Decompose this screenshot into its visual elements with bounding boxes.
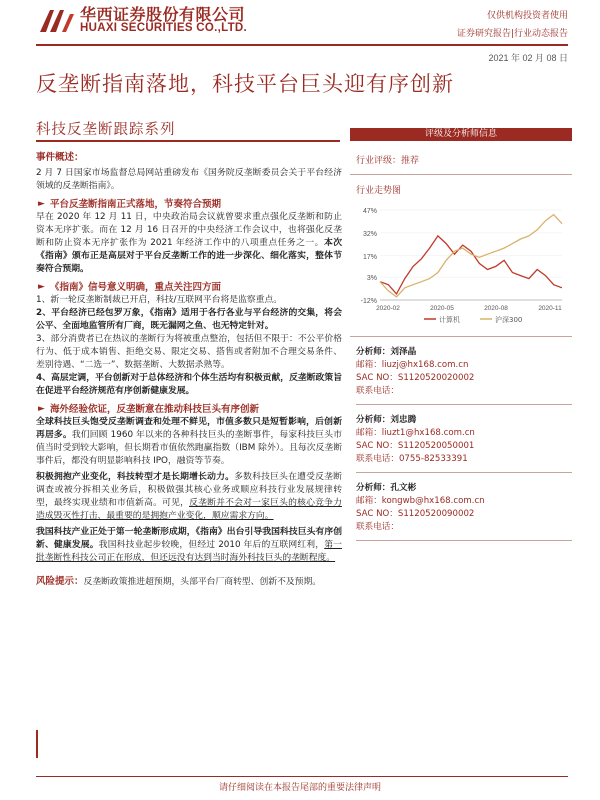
section-heading-2-text: 《指南》信号意义明确，重点关注四方面 [50, 282, 222, 293]
analyst-divider [356, 472, 572, 473]
trend-chart [350, 202, 572, 330]
legal-notice: 请仔细阅读在本报告尾部的重要法律声明 [218, 783, 381, 793]
industry-rating: 行业评级：推荐 [356, 156, 420, 166]
company-name-en: HUAXI SECURITIES CO.,LTD. [80, 22, 248, 34]
section-3-para-1 [36, 416, 342, 468]
trend-chart-wrap [350, 202, 572, 334]
section-heading-3 [36, 403, 342, 416]
series-divider [36, 140, 340, 142]
analyst-email[interactable]: 邮箱：liuzj@hx168.com.cn [356, 360, 469, 370]
risk-note [36, 575, 342, 589]
section-3-para-2 [36, 471, 342, 523]
section-heading-3-text: 海外经验依证，反垄断意在推动科技巨头有序创新 [50, 404, 260, 415]
section-1-text-a: 早在 2020 年 12 月 11 日，中央政治局会议就曾要求重点强化反垄断和防止资本无序扩张。而在 12 月 16 日召开的中央经济工作会议中，也将强化反垄断和防止资本无序扩张作为 2021 年经济工作中的八项重点任务之一。 [36, 212, 342, 248]
analyst-sac: SAC NO：S1120520050001 [356, 441, 475, 451]
legend-label-computer: 计算机 [439, 316, 460, 324]
analyst-email[interactable]: 邮箱：liuzt1@hx168.com.cn [356, 428, 475, 438]
section-1-text-b: 本次《指南》颁布正是高层对于平台反垄断工作的进一步深化、细化落实，整体节奏符合预期。 [36, 238, 342, 274]
legend-label-csi300: 沪深300 [495, 316, 523, 324]
event-text: 2 月 7 日国家市场监督总局网站重磅发布《国务院反垄断委员会关于平台经济领域的反垄断指南》。 [36, 168, 342, 191]
analyst-sac: SAC NO：S1120520020002 [356, 373, 475, 383]
point-3: 3、部分消费者已在热议的垄断行为将被重点整治，包括但不限于：不公平价格行为、低于成本销售、拒绝交易、限定交易、搭售或者附加不合理交易条件、差别待遇、“二选一”、数据垄断、大数据杀熟等。 [36, 334, 342, 370]
series-line-1 [380, 236, 562, 294]
analyst-card [350, 482, 572, 541]
panel-title: 评级及分析师信息 [350, 128, 572, 141]
point-2: 2、平台经济已经包罗万象，《指南》适用于各行各业与平台经济的交集，将会公平、全面地监管所有厂商，既无漏网之鱼、也无特定针对。 [36, 308, 342, 331]
analyst-card [350, 414, 572, 473]
analyst-name: 分析师：孔文彬 [356, 483, 417, 493]
analyst-phone: 联系电话： [356, 386, 399, 396]
section-heading-2 [36, 281, 342, 294]
x-tick-label: 2020-05 [430, 305, 454, 312]
para-2-underlined: 反垄断并不会对一家巨头的核心竞争力造成毁灭性打击，最重要的是拥抱产业变化，顺应需求方向。 [36, 498, 342, 521]
event-label: 事件概述： [36, 152, 84, 163]
analyst-email[interactable]: 邮箱：kongwb@hx168.com.cn [356, 496, 485, 506]
analyst-name: 分析师：刘忠腾 [356, 415, 417, 425]
point-4: 4、高层定调，平台创新对于总体经济和个体生活均有积极贡献，反垄断政策旨在促进平台经济规范有序创新健康发展。 [36, 373, 342, 396]
report-title: 反垄断指南落地，科技平台巨头迎有序创新 [36, 72, 454, 96]
rating-divider [350, 174, 572, 175]
para-2-text: 多数科技巨头在遭受反垄断调查或被分拆相关业务后，积极做强其核心业务或顺应科技行业发展规律转型，最终实现业绩和市值新高。可见， [36, 472, 342, 508]
analyst-sac: SAC NO：S1120520090002 [356, 509, 475, 519]
series-title: 科技反垄断跟踪系列 [36, 122, 176, 138]
risk-text: 反垄断政策推进超预期，头部平台厂商转型、创新不及预期。 [83, 577, 322, 587]
x-tick-label: 2020-08 [484, 305, 508, 312]
analyst-name: 分析师：刘泽晶 [356, 347, 417, 357]
main-content [36, 151, 342, 589]
risk-accent-bar [36, 730, 38, 758]
y-tick-label: 3% [366, 275, 377, 283]
para-3-text: 我国科技业起步较晚，但经过 2010 年后的互联网红利， [98, 540, 325, 550]
x-tick-label: 2020-11 [538, 305, 562, 312]
analyst-divider [356, 404, 572, 405]
triangle-bullet-icon: ► [38, 282, 45, 292]
y-tick-label: 47% [362, 208, 377, 215]
company-name-cn: 华西证券股份有限公司 [80, 5, 246, 24]
footer-divider [36, 776, 568, 777]
company-logo [36, 6, 78, 36]
section-heading-1 [36, 198, 342, 211]
analyst-divider [356, 540, 572, 541]
y-tick-label: -12% [360, 298, 377, 305]
section-1-text [36, 211, 342, 276]
analyst-card [350, 346, 572, 405]
chart-divider [350, 336, 572, 337]
sidebar [350, 128, 572, 541]
trend-title: 行业走势图 [356, 186, 402, 196]
section-3-para-3 [36, 526, 342, 565]
x-tick-label: 2020-02 [376, 305, 400, 312]
risk-label: 风险提示： [36, 576, 84, 587]
para-3-bold: 我国科技产业正处于第一轮垄断形成期，《指南》出台引导我国科技巨头有序创新、健康发展。 [36, 527, 342, 550]
para-3-underlined: 第一批垄断性科技公司正在形成，但还远没有达到当时海外科技巨头的垄断程度。 [36, 540, 342, 563]
report-date: 2021 年 02 月 08 日 [488, 53, 568, 63]
section-heading-1-text: 平台反垄断指南正式落地，节奏符合预期 [50, 199, 222, 210]
y-tick-label: 32% [362, 230, 377, 238]
triangle-bullet-icon: ► [38, 199, 45, 209]
point-1: 1、新一轮反垄断制裁已开启，科技/互联网平台将是监察重点。 [36, 295, 283, 305]
analyst-phone: 联系电话：0755-82533391 [356, 454, 468, 464]
para-2-bold: 积极拥抱产业变化，科技转型才是长期增长动力。 [36, 472, 235, 482]
y-tick-label: 17% [362, 253, 377, 261]
triangle-bullet-icon: ► [38, 404, 45, 414]
audience-note: 仅供机构投资者使用 [486, 11, 568, 21]
report-type: 证券研究报告|行业动态报告 [456, 29, 568, 39]
header-divider [36, 44, 568, 46]
analyst-phone: 联系电话： [356, 522, 399, 532]
para-1-bold: 全球科技巨头饱受反垄断调查和处理不鲜见，市值多数只是短暂影响，后创新再居多。 [36, 417, 342, 440]
para-1-text: 我们回顾 1960 年以来的各种科技巨头的垄断事件，每家科技巨头市值当时受到较大影响，但长期看市值依然跑赢指数（IBM 除外）。且每次反垄断事件后，都没有明显影响科技 IPO，融资等节奏。 [36, 430, 342, 466]
